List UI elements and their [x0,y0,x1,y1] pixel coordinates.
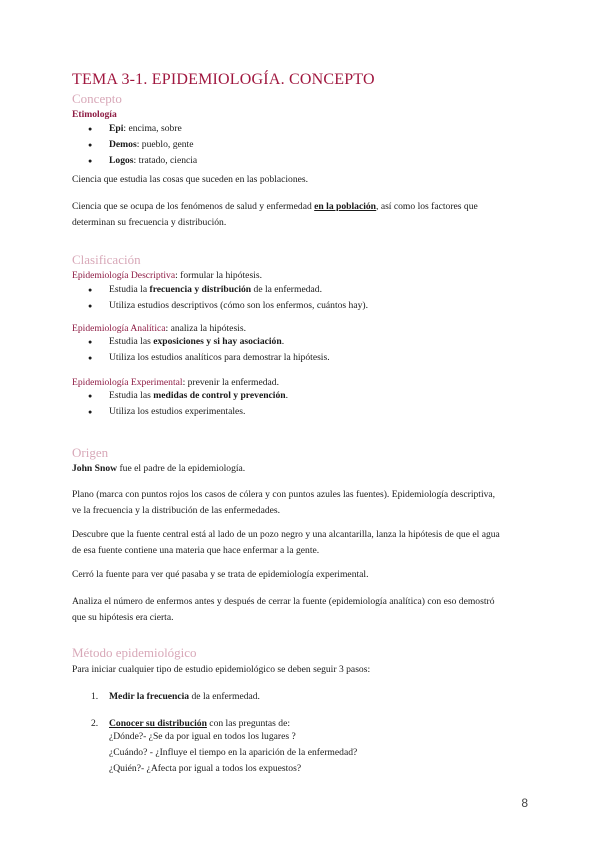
paragraph: Plano (marca con puntos rojos los casos de cólera y con puntos azules las fuentes). Epidemiología descriptiva, ve la frecuencia y la distribución de las enfermedades. [72,489,496,516]
paragraph: Descubre que la fuente central está al lado de un pozo negro y una alcantarilla, lanza la hipótesis de que el agua de esa fuente contiene una materia que hace enfermar a la gente. [72,529,500,556]
list-item: ● Estudia la frecuencia y distribución de la enfermedad. [88,282,548,298]
step-2: 2. Conocer su distribución con las preguntas de: [91,718,291,729]
paragraph: Para iniciar cualquier tipo de estudio epidemiológico se deben seguir 3 pasos: [72,664,371,675]
descriptiva-list [88,282,548,314]
page-title: TEMA 3-1. EPIDEMIOLOGÍA. CONCEPTO [72,71,375,88]
section-heading-metodo: Método epidemiológico [72,645,197,660]
section-heading-origen: Origen [72,445,109,460]
list-item: ● Estudia las medidas de control y prevención. [88,388,548,404]
etimologia-list [88,121,548,169]
experimental-list [88,388,548,420]
list-item: ● Epi: encima, sobre [88,121,548,137]
list-item: ● Utiliza los estudios analíticos para demostrar la hipótesis. [88,350,548,366]
paragraph: Cerró la fuente para ver qué pasaba y se trata de epidemiología experimental. [72,569,369,580]
step-1: 1. Medir la frecuencia de la enfermedad. [91,691,260,702]
experimental-line: Epidemiología Experimental: prevenir la enfermedad. [72,377,279,388]
analitica-line: Epidemiología Analítica: analiza la hipótesis. [72,323,246,334]
analitica-list [88,334,548,366]
paragraph: Ciencia que estudia las cosas que suceden en las poblaciones. [72,174,309,185]
list-item: ● Logos: tratado, ciencia [88,153,548,169]
list-item: ● Demos: pueblo, gente [88,137,548,153]
section-heading-clasificacion: Clasificación [72,252,141,267]
list-item: ● Estudia las exposiciones y si hay asociación. [88,334,548,350]
questions: ¿Dónde?- ¿Se da por igual en todos los lugares ? ¿Cuándo? - ¿Influye el tiempo en la aparición de la enfermedad? ¿Quién?- ¿Afecta por igual a todos los expuestos? [109,731,358,774]
paragraph: Analiza el número de enfermos antes y después de cerrar la fuente (epidemiología analítica) con eso demostró que su hipótesis era cierta. [72,596,495,623]
paragraph: Ciencia que se ocupa de los fenómenos de salud y enfermedad en la población, así como los factores que determinan su frecuencia y distribución. [72,201,478,228]
page-number: 8 [521,796,528,810]
paragraph: John Snow fue el padre de la epidemiología. [72,463,246,474]
descriptiva-line: Epidemiología Descriptiva: formular la hipótesis. [72,270,262,281]
list-item: ● Utiliza los estudios experimentales. [88,404,548,420]
list-item: ● Utiliza estudios descriptivos (cómo son los enfermos, cuántos hay). [88,298,548,314]
section-heading-concepto: Concepto [72,91,122,106]
etimologia-label: Etimología [72,109,117,120]
